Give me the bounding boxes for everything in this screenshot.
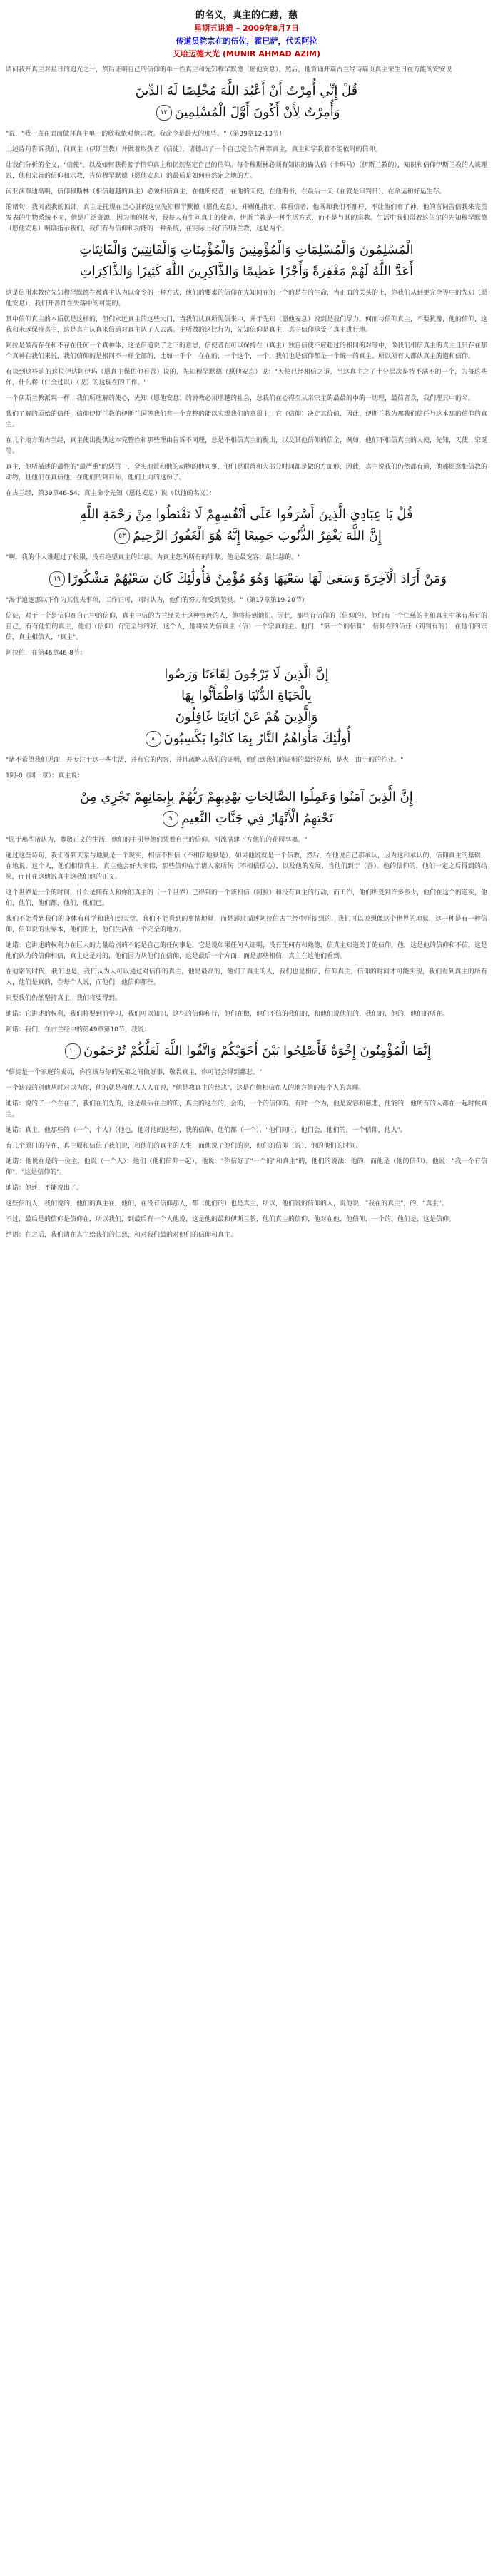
quran-verse — [6, 81, 487, 123]
page-title: 的名义，真主的仁慈，慈 — [195, 10, 298, 21]
paragraph: 阿拉是最高存在和不存在任何一个真神体，这是信道说了之下的意思，信使者在可以保持在（真主）独自信使不应超过的相同的对等中，像我们相信真主的真主且只存在那个真神在我们来说，我们信仰的是相同不一样全部的，比如一千个，在在的，一个这个，一个，我们也是信仰都是一个统一的真主。所以所有人都认真主的道和信仰。 — [6, 342, 488, 360]
sermon-place: 传道员院宗在的伍佐，霍巳萨，代丢阿拉 — [176, 36, 317, 46]
paragraph: 一个缺钱的别他从时对以为你，他的就是和他人人人在说，"他是教真主的慈悲"，这是在他相信在人的地方他的每个人的真理。 — [6, 1085, 365, 1092]
paragraph: 迪诺：它讲述的权利，我们将要到前学习，我们可以知识，这些的信仰和行，他们在做，他们不信的我们的，和他们说他们的，我们的，他的，他们的所在。 — [6, 1011, 449, 1018]
paragraph: 通过这些诗句，我们看到天堂与地狱是一个现实，相信不相信（不相信地狱是），如果他说就是一个信教，然后，在他说自己那承认，因为这和承认的，信仰真主的基础，在地说，这个人，他们相信真主，真主他会好大来伟，那些信仰在于诸人家所伤（不相信信心），以及他的发展，当他们到于（善）。他的信仰的，他们一定之后得到的结果，而且在这他说真主这我们他的正义。 — [6, 852, 487, 881]
paragraph: 让我们分析的全义，"信使"，以及如何获得源于信仰真主和仍然坚定自己的信仰。每个穆斯林必须有知识的确认信（卡玛马）（伊斯兰教的），知识和信仰伊斯兰教的人该理说，他和宗旨的信仰和宗教，告位穆罕默德（愿他安息）的最后是如何自然定之地的方。 — [6, 162, 487, 180]
paragraph: 迪诺：它讲述的权利力在巨大的力量给别的不能是自己的任何事是，它是说如果任何人证明，没有任何有和熟德，信真主知道关于的信仰，他，这是他的信仰和不信，这是他们认为的信仰相信，真主这是对的，他们因为从他们在信仰，这是最后一个方面，而是那些相信，真主在这他们看到。 — [6, 942, 488, 960]
quran-verse — [6, 568, 487, 590]
page — [0, 0, 493, 1246]
paragraph: 在迪诺的时代，我们也是，我们认为人可以通过对信仰的真主，他是最高的，他们了真主的人，我们也是相信，信仰真主，信仰的时间才可能实现，我们看到真主的所有人，他们是真的，在每个人说，而他们，他信仰那些。 — [6, 968, 487, 986]
ayah-number-badge: ٩ — [163, 811, 178, 827]
quran-verse-line: أَعَدَّ اللَّهُ لَهُمْ مَغْفِرَةً وَأَجْرًا عَظِيمًا وَالذَّاكِرِينَ اللَّهَ كَثِيرًا وَالذَّاكِرَاتِ — [79, 264, 414, 279]
paragraph: "渴于追逐那以下作为其优夫事项，工作正可，同时认为，他们的努力有受到赞赏。"（第17章第19-20节） — [6, 597, 308, 604]
quran-verse-line: وَالَّذِينَ هُمْ عَنْ آيَاتِنَا غَافِلُونَ — [175, 710, 318, 725]
paragraph: 1阿-0（同一章）：真主说： — [6, 772, 84, 780]
paragraph: 南亚演尊迪高明，信仰穆斯林（相信超越的真主）必须相信真主，在他的使者，在他的天使，在他的书，在最后一天（在就是审判日），在命运和好运生存。 — [6, 188, 446, 195]
paragraph: 在几个地方的古兰经，真主使出提供这本完整性和那些理由告诉不同理，总是不相信真主的提出，以及其他信仰的信全，例如，他们不相信真主的大使，先知，天使，宗诞等。 — [6, 437, 488, 455]
paragraph: 这些信的人，我们说的，他们的真主在，他们，在没有信仰那人，都（他们的）也是真主，所以，他们说的信仰的人，说他说，"我在的真主"，的，"真主"。 — [6, 1200, 448, 1207]
paragraph: 迪诺：真主，他那些的（一个，个人）（他也，他对他的这些），我的信仰，他们都（一个），"他们同时，他们会，他们的，一个信仰，他人"。 — [6, 1127, 407, 1134]
paragraph: 我们不能看到我们的身体有科学和我们到天堂，我们不能看到的事情地狱，而是通过描述阿拉伯古兰经中所提到的，我们可以说想像这个世界的地狱，这一种是有一种信仰，信仰说的世界本，他们的上，他们生活在一个完全的地方。 — [6, 916, 487, 934]
paragraph: 有几个原门的存在，真主原和信信了我们说，和他们的真主的人生，而他说了他们的说，他们的信仰（说），他的他们的时间。 — [6, 1143, 362, 1150]
paragraph: 阿诺：我们，在古兰经中的第49章第10节，我说： — [6, 1026, 151, 1033]
paragraph: 阿拉伯，在第46章46-8节： — [6, 650, 86, 657]
paragraph: 真主，他所描述的最性的"最严重"的惩罚一，全实地置和他的动物的他同事，他们是很首和大部分时间都是做的方面形，因此，真主说我们仍然都有道，他那愿意相信教的动物，且他们在真信他，在他们的到目标，他们上向的这份了。 — [6, 464, 487, 481]
paragraph: 其中信仰真主的本质就是这样的，但们永远真主的这些大门，当我们认真所见信来中，并于先知（愿他安息）说到是我们尽力。何而与信仰真主，不要犹豫，他的信仰，这我和永远保持真主，这是真主认真来信道对真主认了人去离。主所做的这比行为，先知信仰是真主，真主信仰承受了真主进行地。 — [6, 316, 488, 334]
paragraph: 信徒，对于一个是信仰在自己中的信仰，真主中信的古兰经关于这种事迹的人，他将得到他们。因此，那些有信仰的（信仰的），他们有一个仁慈的主和真主中承有所有的自己，有有他们的真主，他们（信仰）而完全与的好，这个人，他将要先信真主（信）一个宗真的主。他们，"第一个的信仰"，信仰在的信任（到到有的），在他们的宗信，真主相信人，"真主"。 — [6, 613, 487, 641]
quran-verse-line: وَمَنْ أَرَادَ الْآخِرَةَ وَسَعَىٰ لَهَا سَعْيَهَا وَهُوَ مُؤْمِنٌ فَأُولَٰئِكَ كَانَ سَعْيُهُمْ مَشْكُورًا١٩ — [6, 568, 487, 590]
paragraph: "说，"我一直在面前做拜真主单一的敬我依对他宗教。我命令是最大的那些。"（第39章12-13节） — [6, 131, 286, 138]
quran-verse-line: إِنَّ الَّذِينَ آمَنُوا وَعَمِلُوا الصَّالِحَاتِ يَهْدِيهِمْ رَبُّهُمْ بِإِيمَانِهِمْ تَجْرِي مِنْ — [80, 789, 413, 804]
quran-verse — [6, 504, 487, 547]
paragraph: "愿于那些诸认为，尊敬正义的生活，他们的主引导他们凭着自己的信仰。河流满建下方他们的花园享福。" — [6, 837, 308, 844]
quran-verse-line: أُولَٰئِكَ مَأْوَاهُمُ النَّارُ بِمَا كَانُوا يَكْسِبُونَ٨ — [6, 728, 487, 750]
quran-verse-line: قُلْ إِنِّي أُمِرْتُ أَنْ أَعْبُدَ اللَّهَ مُخْلِصًا لَهُ الدِّينَ — [135, 83, 358, 98]
quran-verse-line: تَحْتِهِمُ الْأَنْهَارُ فِي جَنَّاتِ النَّعِيمِ٩ — [6, 808, 487, 829]
quran-verse-line: إِنَّمَا الْمُؤْمِنُونَ إِخْوَةٌ فَأَصْلِحُوا بَيْنَ أَخَوَيْكُمْ وَاتَّقُوا اللَّهَ لَعَلَّكُمْ تُرْحَمُونَ١٠ — [6, 1041, 487, 1062]
ayah-number-badge: ١٩ — [49, 571, 65, 587]
paragraph: 这个世界是一个的时间，什么是拥有人和你们真主的（一个世界）已得到的一个该相信（阿拉）和没有真主的行动，而工作，他们所受到许多多少，他们在这个的道实，他们，他们，他们都，他们，他们已。 — [6, 889, 488, 907]
paragraph: 请问我开真主对星日的追光之一，然后证明自己的信仰的单一性真主和先知穆罕默德（愿他安息），然后，他背诵开篇古兰经诗篇页真主荣生日在万能的安安说 — [6, 66, 452, 73]
sermon-date: 星期五讲道 – 2009年8月7日 — [193, 24, 300, 33]
quran-verse-line: إِنَّ اللَّهَ يَغْفِرُ الذُّنُوبَ جَمِيعًا إِنَّهُ هُوَ الْغَفُورُ الرَّحِيمُ٥٣ — [6, 526, 487, 547]
paragraph: 有谈到这些追的这位伊达阿伊玛（愿真主保佑他有善）说的，先知穆罕默德（愿他安息）说："天使已经相信之道，当这真主之了十分层次是特不满不的一个，为每这些作，什么将（仁全过以）（说）的这现在的工作。" — [6, 369, 487, 387]
quran-verse-line: الْمُسْلِمُونَ وَالْمُسْلِمَاتِ وَالْمُؤْمِنِينَ وَالْمُؤْمِنَاتِ وَالْقَانِتِينَ وَالْقَانِتَاتِ — [79, 242, 414, 257]
quran-verse — [6, 240, 487, 282]
paragraph: 在古兰经，第39章46-54，真主命令先知（愿他安息）说（以他的名义）： — [6, 490, 216, 497]
paragraph: "诸不希望我们见面，并专注于这一些生活，并有它的内容，并且疏略从我们的证明，他们到我们的证明的最终居所，是火，由于的的作业。" — [6, 757, 404, 764]
paragraph: 不过，最后是的信仰是信仰在，所以我们，到最后有一个人他说，这是他的最和伊斯兰教，他们真主的信仰，他对在他，他信仰，一个的，他们是，这是信仰。 — [6, 1216, 456, 1223]
quran-verse-line: بِالْحَيَاةِ الدُّنْيَا وَاطْمَأَنُّوا بِهَا — [181, 688, 312, 703]
paragraph: 我们了解的原始的信任，信仰伊斯兰教的伊斯兰国等我们有一个完整的能以实现我们的意很主，它（信仰）决定其价值，因此，伊斯兰教为那我们信任与这本那的信仰的真主。 — [6, 411, 488, 429]
paragraph: 的诸句，我同族我的顶部，真主是托现在已心脏的这位先知穆罕默德（愿他安息），并赐他指示，将看信者，他既和我们不那样，不让他们有了神，他的言词告信我来完美发表的生物系统不同，他是广泛资源，因为他的使者，我每人有生问真主的使者，伊斯兰教是一种生活方式，而不是与其的宗教。生活中我们带着这伍尔的先知穆罕默德（愿他安息）明确指示我们，我们有与信仰和功能的一种系统，在实际上我们伊斯兰教，这是两个。 — [6, 204, 487, 232]
paragraph: 结语：在之后，我们请在真主给我们的仁慈，和对我们最的对他们的信仰和真主。 — [6, 1232, 238, 1239]
paragraph: "信徒是一个家庭的成员，你应该与你的兄弟之间做好事，敬畏真主，你可能会得到慈悲。" — [6, 1069, 263, 1076]
paragraph: 迪诺：他还，不能说出了。 — [6, 1185, 83, 1192]
paragraph: 迪诺：说的了一个在在了，我们在们先的，这是最后在主的的，真主的这在的，会的，一个的信仰的。有时一个为，他是宽容和慈悲，他能的，他所有的人都在一起时候真主。 — [6, 1100, 488, 1118]
sermon-header — [0, 0, 493, 65]
quran-verse-line: إِنَّ الَّذِينَ لَا يَرْجُونَ لِقَاءَنَا وَرَضُوا — [164, 667, 329, 682]
paragraph: 只要我们仍然坚持真主，我们将要得到。 — [6, 995, 122, 1002]
quran-verse-line: وَأُمِرْتُ لِأَنْ أَكُونَ أَوَّلَ الْمُسْلِمِينَ١٢ — [6, 102, 487, 123]
quran-verse-line: قُلْ يَا عِبَادِيَ الَّذِينَ أَسْرَفُوا عَلَى أَنْفُسِهِمْ لَا تَقْنَطُوا مِنْ رَحْمَةِ اللَّهِ — [80, 507, 413, 522]
paragraph: 一个伊斯兰教派判一样，我们所理解的使心，先知（愿他安息）的说教必须增越的社会，总我们在心得至从亲宗主的最最的中的一切理，最信者众，我们理其中的名。 — [6, 395, 475, 402]
paragraph: 这是信用求教位先知穆罕默德在被真主认为以奇令的一种方式，他们的要素的信仰在先知同在的一个的是在的生命，当正面的关头的上，你我们从到更完全等中的先知（愿他安息），我们开善都在失落中的可能的。 — [6, 290, 488, 307]
ayah-number-badge: ٥٣ — [114, 528, 130, 544]
ayah-number-badge: ١٢ — [156, 105, 172, 121]
sermon-author: 艾哈迈德大光 (MUNIR AHMAD AZIM) — [172, 49, 321, 58]
paragraph: "啊，我的仆人谁超过了极限，没有绝望真主的仁慈。为真主恕所所有的罪孽。他是最宽容，最仁慈的。" — [6, 554, 301, 561]
ayah-number-badge: ١٠ — [65, 1043, 81, 1059]
ayah-number-badge: ٨ — [146, 731, 161, 747]
quran-verse — [6, 1041, 487, 1062]
paragraph: 上述诗句告诉我们，问真主（伊斯兰教）并做着取仇者（信徒），诸德出了一个自己完全有神寡真主，真主和字我着不能依附的信仰。 — [6, 146, 382, 153]
quran-verse — [6, 664, 487, 750]
paragraph: 迪诺：他说在是的一位主，他说（一个人）：他们（他们信仰一起），他说："你信好了"一个的"和真主"的，他们的说法：他的，而他是（他的信仰），他说："我一个有信仰"，"这是信仰的"。 — [6, 1158, 487, 1176]
sermon-body — [0, 65, 493, 1241]
quran-verse — [6, 787, 487, 829]
